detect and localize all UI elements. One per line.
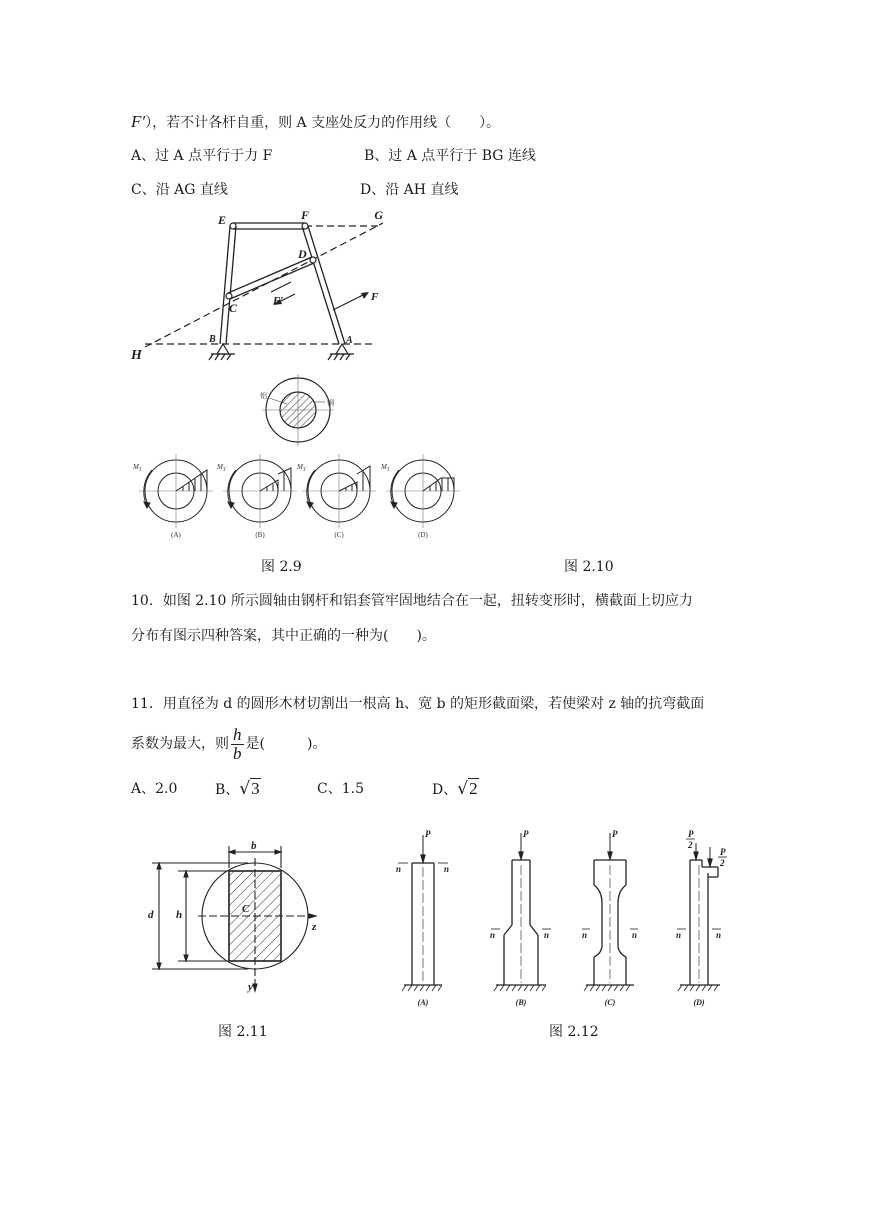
load-p-a: P [425,829,431,839]
q11-line2-end: 是( )。 [245,736,327,752]
q9-line1-rest: ），若不计各杆自重，则 A 支座处反力的作用线（ ）。 [145,115,501,131]
choice-a-label: (A) [171,531,181,539]
section-n-c-right: n [632,930,638,940]
composite-section [260,374,334,446]
label-force-f: F [371,291,379,303]
column-label-b: (B) [515,998,527,1007]
section-n-a-left: n [396,864,402,874]
caption-fig-2-10: 图 2.10 [564,559,614,575]
q11-option-a: A、2.0 [131,781,178,797]
column-c [582,833,638,991]
column-label-c: (C) [604,998,616,1007]
label-d: D [298,247,307,261]
q11-option-c: C、1.5 [317,781,364,797]
q9-option-c: C、沿 AG 直线 [131,182,228,198]
label-axis-y: y [248,981,253,993]
choice-b-diagram [223,454,297,528]
load-p-c: P [612,829,618,839]
figure-2-10-sections [127,374,472,544]
section-n-b-left: n [490,930,496,940]
choice-d-label: (D) [418,531,428,539]
choice-c-diagram [302,454,376,528]
q9-option-b: B、过 A 点平行于 BG 连线 [364,148,536,164]
q9-line1 [131,112,500,133]
figure-2-11-section [148,838,328,998]
label-c: C [229,301,238,315]
caption-fig-2-11: 图 2.11 [218,1024,268,1040]
section-n-d-right: n [716,930,722,940]
q10-line2: 分布有图示四种答案，其中正确的一种为( )。 [131,628,436,644]
label-e: E [218,213,227,227]
column-a [398,835,448,991]
label-f: F [301,208,310,222]
column-d [677,843,721,991]
ratio-h-over-b: $\frac{h}{b}$ [233,724,242,763]
figure-2-12-columns [390,825,730,1010]
label-a: A [346,335,353,346]
label-axis-z: z [312,921,317,933]
label-h: H [131,348,142,363]
label-g: G [374,208,383,222]
caption-fig-2-12: 图 2.12 [549,1024,599,1040]
section-n-a-right: n [444,864,450,874]
label-aluminum: 铝 [260,392,267,400]
column-label-d: (D) [693,998,705,1007]
q11-line2-text: 系数为最大，则 [131,736,229,752]
q9-option-a: A、过 A 点平行于力 F [131,148,273,164]
mt-label-b: $M_T$ [217,463,226,473]
column-b [491,833,551,991]
label-b: B [209,334,216,345]
label-width-b: b [251,840,257,852]
label-diameter-d: d [148,909,154,921]
label-steel: 钢 [327,399,334,407]
mt-label-c: $M_T$ [297,463,306,473]
label-height-h: h [176,909,183,921]
choice-a-diagram [139,454,213,528]
load-half-den-d1: 2 [688,840,693,850]
load-half-p-d2: P [720,847,726,857]
q9-option-d: D、沿 AH 直线 [360,182,459,198]
q11-option-d: D、√2 [432,779,478,799]
figure-2-9-frame [125,202,385,374]
mt-label-a: $M_T$ [133,463,142,473]
choice-b-label: (B) [255,531,265,539]
choice-c-label: (C) [334,531,344,539]
label-centroid-c: C [242,903,250,915]
choice-d-diagram [386,454,460,528]
mt-label-d: $M_T$ [381,463,390,473]
load-half-p-d1: P [688,829,694,839]
sqrt-2: √2 [457,779,478,799]
section-n-c-left: n [582,930,588,940]
column-label-a: (A) [417,998,429,1007]
q11-line1: 11．用直径为 d 的圆形木材切割出一根高 h、宽 b 的矩形截面梁，若使梁对 z 轴的抗弯截面 [131,696,705,712]
force-f-prime: F′ [131,112,146,131]
q10-line1: 10．如图 2.10 所示圆轴由钢杆和铝套管牢固地结合在一起，扭转变形时，横截面上切应力 [131,593,693,609]
sqrt-3: √3 [239,779,260,799]
section-n-d-left: n [676,930,682,940]
load-half-den-d2: 2 [720,858,725,868]
section-n-b-right: n [544,930,550,940]
q11-line2 [131,724,326,764]
q11-option-b: B、√3 [215,779,260,799]
label-f-prime: F′ [273,295,284,307]
caption-fig-2-9: 图 2.9 [261,559,302,575]
load-p-b: P [523,829,529,839]
